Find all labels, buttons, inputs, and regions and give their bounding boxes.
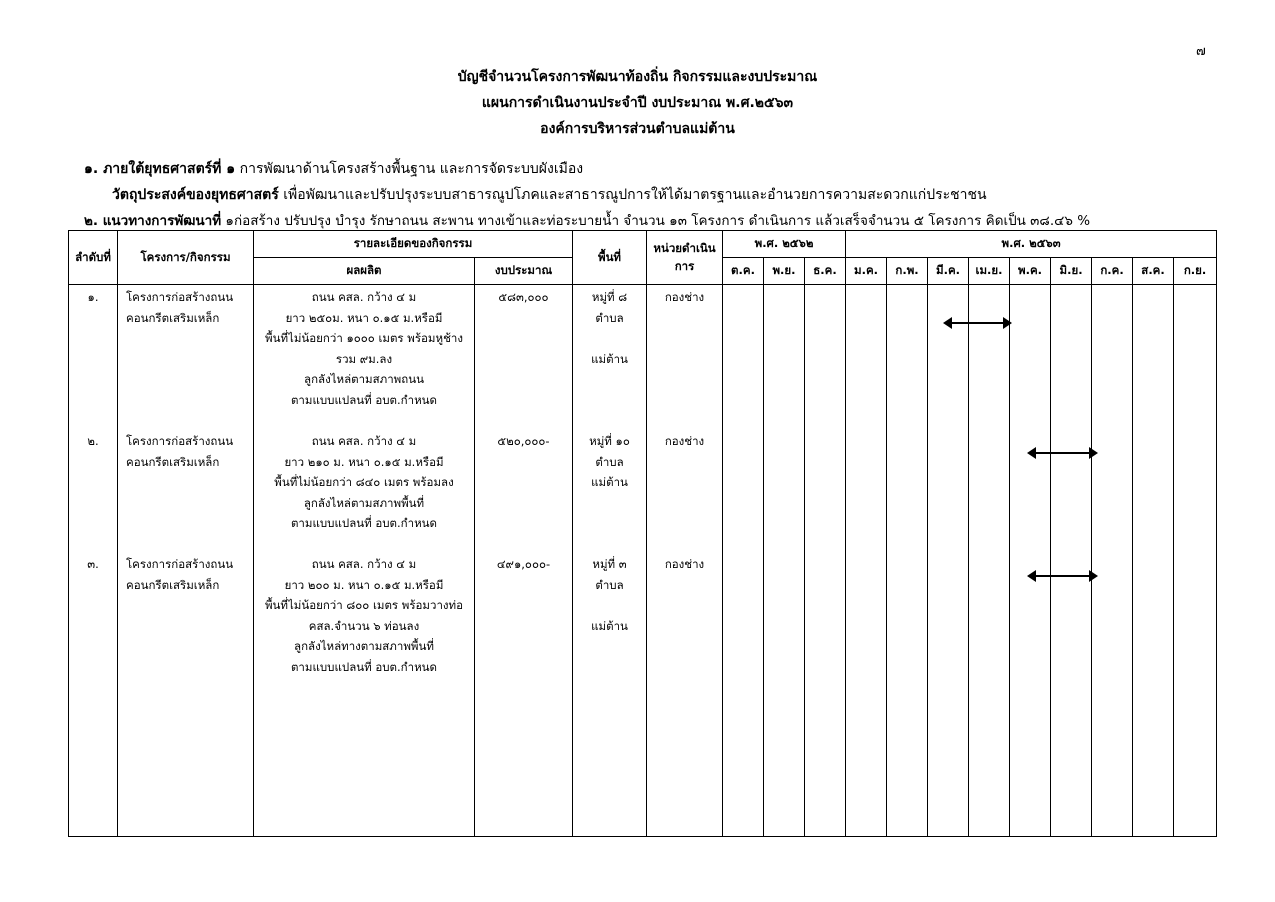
output-line: ยาว ๒๑๐ ม. หนา ๐.๑๕ ม.หรือมี bbox=[284, 454, 444, 469]
row-2-project bbox=[118, 431, 253, 472]
row-2-project-line: โครงการก่อสร้างถนน bbox=[126, 434, 234, 448]
row-1-no: ๑. bbox=[87, 290, 99, 304]
output-line: ตามแบบแปลนที่ อบต.กำหนด bbox=[290, 659, 438, 674]
output-line: ตามแบบแปลนที่ อบต.กำหนด bbox=[290, 392, 438, 407]
header-project: โครงการ/กิจกรรม bbox=[118, 231, 254, 285]
month-cell-nov bbox=[764, 285, 805, 837]
row-1-schedule-arrow bbox=[945, 322, 1010, 324]
guideline-text: ๑ก่อสร้าง ปรับปรุง บำรุง รักษาถนน สะพาน ทางเข้าและท่อระบายน้ำ จำนวน ๑๓ โครงการ ดำเนินการ แล้วเสร็จจำนวน ๕ โครงการ คิดเป็น ๓๘.๔๖ % bbox=[225, 213, 1091, 229]
output-line: ลูกลังไหล่ตามสภาพถนน bbox=[304, 372, 424, 386]
row-3-no: ๓. bbox=[87, 557, 99, 571]
header-month-oct: ต.ค. bbox=[723, 258, 764, 285]
header-month-jul: ก.ค. bbox=[1092, 258, 1133, 285]
row-1-unit: กองช่าง bbox=[664, 290, 705, 304]
output-line: ถนน คสล. กว้าง ๔ ม bbox=[311, 290, 417, 304]
month-cell-oct bbox=[723, 285, 764, 837]
area-line: แม่ต้าน bbox=[591, 475, 628, 489]
header-output: ผลผลิต bbox=[254, 258, 475, 285]
objective-line bbox=[112, 184, 987, 206]
area-line: แม่ต้าน bbox=[591, 351, 628, 366]
output-line: คสล.จำนวน ๖ ท่อนลง bbox=[308, 618, 420, 633]
output-line: พื้นที่ไม่น้อยกว่า ๘๐๐ เมตร พร้อมวางท่อ bbox=[264, 598, 464, 612]
organization-name: องค์การบริหารส่วนตำบลแม่ต้าน bbox=[540, 121, 735, 137]
row-3-output bbox=[254, 554, 474, 677]
row-1-project-line: คอนกรีตเสริมเหล็ก bbox=[126, 310, 220, 325]
header-month-jan: ม.ค. bbox=[846, 258, 887, 285]
strategy-label: ๑. ภายใต้ยุทธศาสตร์ที่ ๑ bbox=[84, 161, 236, 177]
page-number: ๗ bbox=[1196, 44, 1206, 59]
row-3-project-line: คอนกรีตเสริมเหล็ก bbox=[126, 577, 220, 592]
row-2-no: ๒. bbox=[87, 434, 99, 448]
col-project bbox=[118, 285, 254, 837]
area-line: หมู่ที่ ๘ bbox=[591, 290, 628, 304]
document-subtitle: แผนการดำเนินงานประจำปี งบประมาณ พ.ศ.๒๕๖๓ bbox=[481, 95, 794, 111]
row-1-area bbox=[573, 287, 646, 369]
col-area bbox=[573, 285, 647, 837]
header-no: ลำดับที่ bbox=[69, 231, 118, 285]
month-cell-dec bbox=[805, 285, 846, 837]
output-line: ยาว ๒๕๐ม. หนา ๐.๑๕ ม.หรือมี bbox=[285, 310, 443, 325]
output-line: ถนน คสล. กว้าง ๔ ม bbox=[311, 557, 417, 571]
output-line: ตามแบบแปลนที่ อบต.กำหนด bbox=[290, 516, 438, 530]
header-unit: หน่วยดำเนินการ bbox=[647, 231, 723, 285]
area-spacer bbox=[573, 595, 646, 616]
output-line: ยาว ๒๐๐ ม. หนา ๐.๑๕ ม.หรือมี bbox=[284, 577, 444, 592]
row-1-budget: ๕๘๓,๐๐๐ bbox=[498, 290, 549, 304]
header-details: รายละเอียดของกิจกรรม bbox=[254, 231, 573, 258]
output-line: พื้นที่ไม่น้อยกว่า ๑๐๐๐ เมตร พร้อมหูช้าง bbox=[265, 331, 463, 345]
row-2-area bbox=[573, 431, 646, 493]
col-output bbox=[254, 285, 475, 837]
header-month-sep: ก.ย. bbox=[1174, 258, 1217, 285]
area-line: หมู่ที่ ๑๐ bbox=[589, 434, 630, 448]
month-cell-jan bbox=[846, 285, 887, 837]
header-month-jun: มิ.ย. bbox=[1051, 258, 1092, 285]
col-no bbox=[69, 285, 118, 837]
row-2-budget: ๕๒๐,๐๐๐- bbox=[497, 434, 550, 448]
row-3-schedule-arrow bbox=[1029, 575, 1096, 577]
month-cell-jul bbox=[1092, 285, 1133, 837]
row-3-area bbox=[573, 554, 646, 636]
row-3-project-line: โครงการก่อสร้างถนน bbox=[126, 557, 234, 571]
header-area: พื้นที่ bbox=[573, 231, 647, 285]
row-2-unit: กองช่าง bbox=[664, 434, 705, 448]
objective-label: วัตถุประสงค์ของยุทธศาสตร์ bbox=[112, 187, 279, 203]
guideline-label: ๒. แนวทางการพัฒนาที่ bbox=[84, 213, 222, 229]
output-line: ลูกลังไหล่ทางตามสภาพพื้นที่ bbox=[294, 639, 434, 653]
header-month-may: พ.ค. bbox=[1010, 258, 1051, 285]
month-cell-apr bbox=[969, 285, 1010, 837]
document-title: บัญชีจำนวนโครงการพัฒนาท้องถิ่น กิจกรรมและงบประมาณ bbox=[457, 69, 818, 85]
month-cell-sep bbox=[1174, 285, 1217, 837]
header-month-aug: ส.ค. bbox=[1133, 258, 1174, 285]
area-line: ตำบล bbox=[595, 310, 624, 325]
area-line: ตำบล bbox=[595, 577, 624, 592]
header-year-2562: พ.ศ. ๒๕๖๒ bbox=[723, 231, 846, 258]
area-line: ตำบล bbox=[595, 454, 624, 469]
table-body-row bbox=[69, 285, 1217, 837]
month-cell-may bbox=[1010, 285, 1051, 837]
output-line: พื้นที่ไม่น้อยกว่า ๘๔๐ เมตร พร้อมลง bbox=[274, 475, 454, 489]
output-line: ลูกลังไหล่ตามสภาพพื้นที่ bbox=[303, 495, 425, 510]
guideline-line bbox=[84, 209, 1090, 231]
output-line: ถนน คสล. กว้าง ๔ ม bbox=[311, 434, 417, 448]
area-line: หมู่ที่ ๓ bbox=[592, 557, 627, 571]
row-3-budget: ๔๙๑,๐๐๐- bbox=[496, 557, 551, 571]
row-3-unit: กองช่าง bbox=[664, 557, 705, 571]
header-month-apr: เม.ย. bbox=[969, 258, 1010, 285]
header-month-nov: พ.ย. bbox=[764, 258, 805, 285]
project-plan-table bbox=[68, 230, 1217, 837]
row-1-project-line: โครงการก่อสร้างถนน bbox=[126, 290, 234, 304]
objective-text: เพื่อพัฒนาและปรับปรุงระบบสาธารณูปโภคและสาธารณูปการให้ได้มาตรฐานและอำนวยการความสะดวกแก่ประชาชน bbox=[283, 187, 987, 203]
output-line: รวม ๙ม.ลง bbox=[335, 351, 393, 366]
header-month-dec: ธ.ค. bbox=[805, 258, 846, 285]
header-budget: งบประมาณ bbox=[475, 258, 573, 285]
month-cell-mar bbox=[928, 285, 969, 837]
row-2-project-line: คอนกรีตเสริมเหล็ก bbox=[126, 454, 220, 469]
header-year-2563: พ.ศ. ๒๕๖๓ bbox=[846, 231, 1217, 258]
row-1-output bbox=[254, 287, 474, 410]
area-line: แม่ต้าน bbox=[591, 618, 628, 633]
month-cell-aug bbox=[1133, 285, 1174, 837]
row-1-project bbox=[118, 287, 253, 328]
header-month-mar: มี.ค. bbox=[928, 258, 969, 285]
month-cell-feb bbox=[887, 285, 928, 837]
row-2-schedule-arrow bbox=[1029, 452, 1096, 454]
strategy-line bbox=[84, 158, 583, 180]
col-budget bbox=[475, 285, 573, 837]
month-cell-jun bbox=[1051, 285, 1092, 837]
row-2-output bbox=[254, 431, 474, 534]
col-unit bbox=[647, 285, 723, 837]
row-3-project bbox=[118, 554, 253, 595]
header-month-feb: ก.พ. bbox=[887, 258, 928, 285]
strategy-text: การพัฒนาด้านโครงสร้างพื้นฐาน และการจัดระบบผังเมือง bbox=[239, 161, 584, 177]
area-spacer bbox=[573, 328, 646, 349]
